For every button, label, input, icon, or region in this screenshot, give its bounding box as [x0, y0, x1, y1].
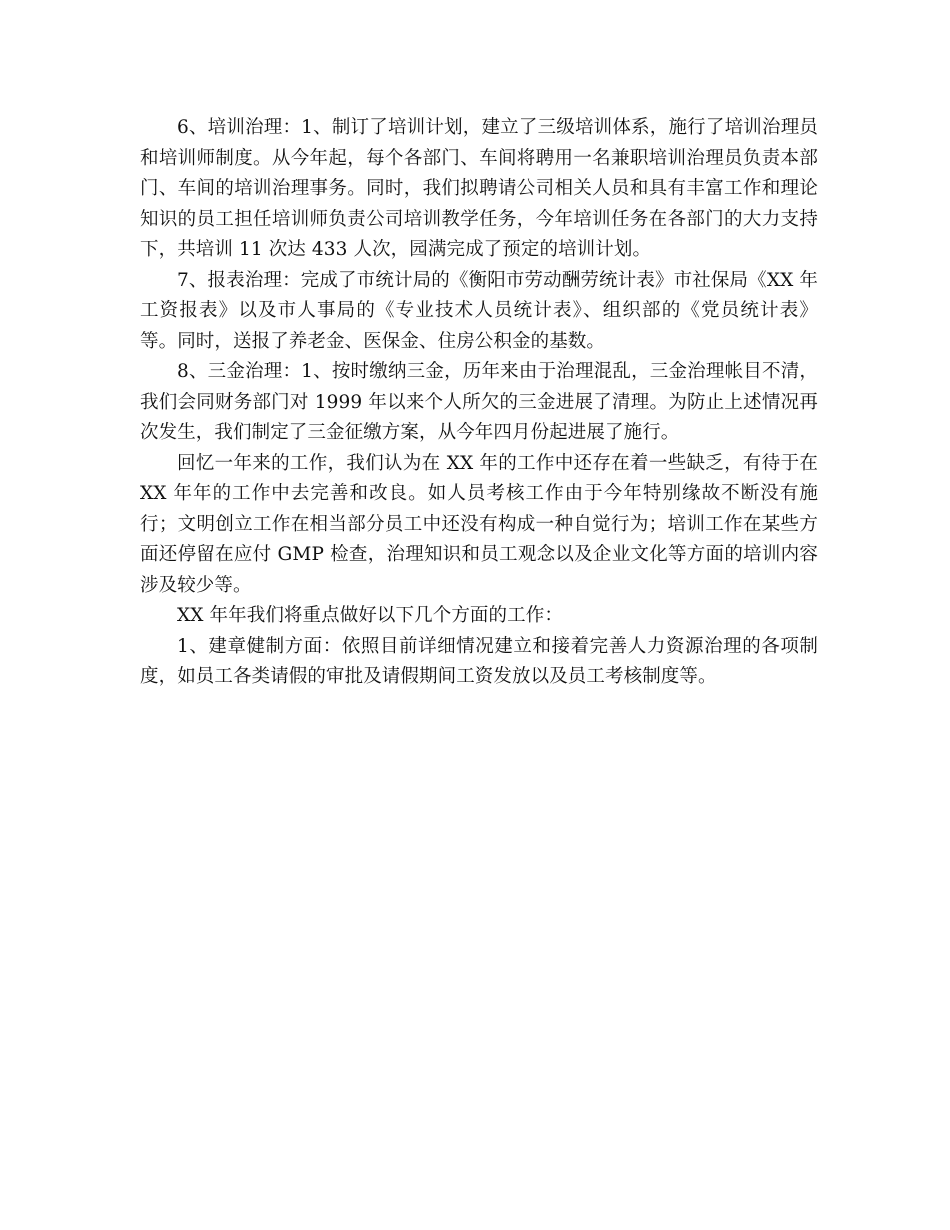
- document-body: [140, 113, 818, 693]
- paragraph-next-year-intro: XX 年年我们将重点做好以下几个方面的工作：: [177, 605, 563, 626]
- paragraph-three-funds-management: 8、三金治理：1、按时缴纳三金，历年来由于治理混乱，三金治理帐目不清，我们会同财务部门对 1999 年以来个人所欠的三金进展了清理。为防止上述情况再次发生，我们制定了三金征缴方案，从今年四月份起进展了施行。: [140, 361, 818, 443]
- paragraph-rules-and-systems: 1、建章健制方面：依照目前详细情况建立和接着完善人力资源治理的各项制度，如员工各类请假的审批及请假期间工资发放以及员工考核制度等。: [140, 635, 818, 687]
- paragraph-report-management: 7、报表治理：完成了市统计局的《衡阳市劳动酬劳统计表》市社保局《XX 年工资报表》以及市人事局的《专业技术人员统计表》、组织部的《党员统计表》等。同时，送报了养老金、医保金、住房公积金的基数。: [140, 269, 818, 352]
- paragraph-training-management: 6、培训治理：1、制订了培训计划，建立了三级培训体系，施行了培训治理员和培训师制度。从今年起，每个各部门、车间将聘用一名兼职培训治理员负责本部门、车间的培训治理事务。同时，我们拟聘请公司相关人员和具有丰富工作和理论知识的员工担任培训师负责公司培训教学任务，今年培训任务在各部门的大力支持下，共培训 11 次达 433 人次，园满完成了预定的培训计划。: [140, 117, 818, 260]
- paragraph-year-review: 回忆一年来的工作，我们认为在 XX 年的工作中还存在着一些缺乏，有待于在 XX 年年的工作中去完善和改良。如人员考核工作由于今年特别缘故不断没有施行；文明创立工作在相当部分员工中还没有构成一种自觉行为；培训工作在某些方面还停留在应付 GMP 检查，治理知识和员工观念以及企业文化等方面的培训内容涉及较少等。: [140, 452, 818, 596]
